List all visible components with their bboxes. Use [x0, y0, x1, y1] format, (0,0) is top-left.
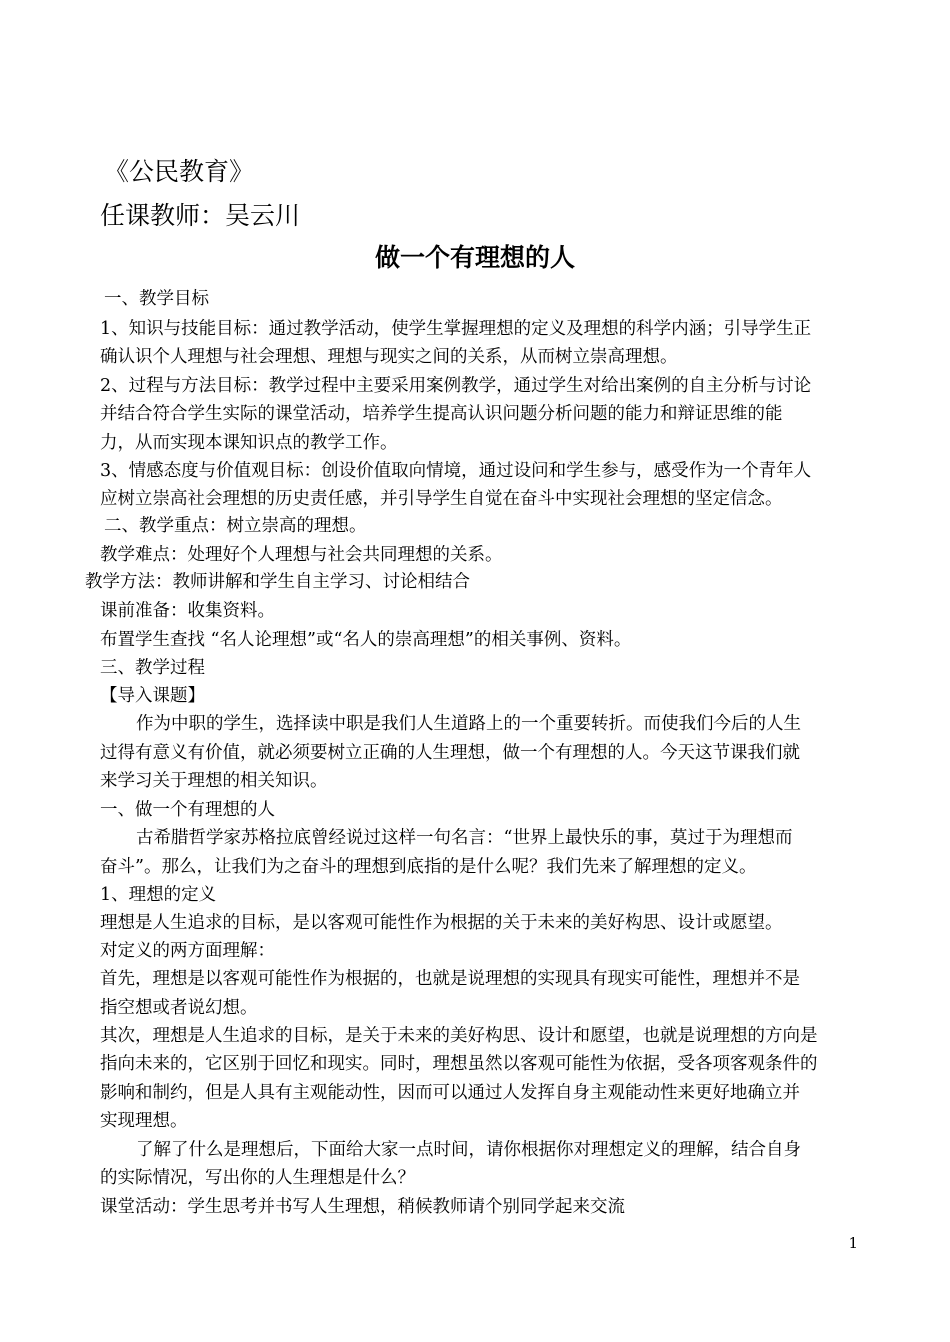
body-text-line: 对定义的两方面理解：	[100, 941, 275, 961]
section-heading: 三、教学过程	[100, 658, 205, 678]
body-text-line: 2、过程与方法目标：教学过程中主要采用案例教学，通过学生对给出案例的自主分析与讨论	[100, 376, 812, 396]
document-title: 做一个有理想的人	[374, 243, 575, 272]
body-text-line: 作为中职的学生，选择读中职是我们人生道路上的一个重要转折。而使我们今后的人生	[136, 714, 801, 734]
body-text-line: 3、情感态度与价值观目标：创设价值取向情境，通过设问和学生参与，感受作为一个青年人	[100, 461, 812, 481]
body-text-line: 应树立崇高社会理想的历史责任感，并引导学生自觉在奋斗中实现社会理想的坚定信念。	[100, 489, 783, 509]
section-heading: 一、做一个有理想的人	[100, 800, 275, 820]
body-text-line: 的实际情况，写出你的人生理想是什么？	[100, 1168, 415, 1188]
subsection-heading: 1、理想的定义	[100, 885, 217, 905]
body-text-line: 布置学生查找 “名人论理想”或“名人的崇高理想”的相关事例、资料。	[100, 630, 632, 650]
body-text-line: 1、知识与技能目标：通过教学活动，使学生掌握理想的定义及理想的科学内涵；引导学生正	[100, 319, 812, 339]
body-text-line: 指向未来的，它区别于回忆和现实。同时，理想虽然以客观可能性为依据，受各项客观条件的	[100, 1054, 818, 1074]
body-text-line: 指空想或者说幻想。	[100, 998, 258, 1018]
body-text-line: 古希腊哲学家苏格拉底曾经说过这样一句名言：“世界上最快乐的事，莫过于为理想而	[136, 828, 793, 848]
body-text-line: 理想是人生追求的目标，是以客观可能性作为根据的关于未来的美好构思、设计或愿望。	[100, 913, 783, 933]
body-text-line: 其次，理想是人生追求的目标，是关于未来的美好构思、设计和愿望，也就是说理想的方向是	[100, 1026, 818, 1046]
body-text-line: 教学方法：教师讲解和学生自主学习、讨论相结合	[85, 572, 470, 592]
body-text-line: 力，从而实现本课知识点的教学工作。	[100, 433, 398, 453]
body-text-line: 过得有意义有价值，就必须要树立正确的人生理想，做一个有理想的人。今天这节课我们就	[100, 743, 800, 763]
body-text-line: 并结合符合学生实际的课堂活动，培养学生提高认识问题分析问题的能力和辩证思维的能	[100, 404, 783, 424]
body-text-line: 了解了什么是理想后，下面给大家一点时间，请你根据你对理想定义的理解，结合自身	[136, 1140, 801, 1160]
body-text-line: 课堂活动：学生思考并书写人生理想，稍候教师请个别同学起来交流	[100, 1197, 625, 1217]
page-number: 1	[848, 1234, 858, 1252]
body-text-line: 奋斗”。那么，让我们为之奋斗的理想到底指的是什么呢？我们先来了解理想的定义。	[100, 857, 757, 877]
body-text-line: 来学习关于理想的相关知识。	[100, 771, 328, 791]
body-text-line: 首先，理想是以客观可能性作为根据的，也就是说理想的实现具有现实可能性，理想并不是	[100, 969, 800, 989]
body-text-line: 教学难点：处理好个人理想与社会共同理想的关系。	[100, 545, 503, 565]
subsection-heading: 【导入课题】	[100, 686, 205, 706]
course-title: 《公民教育》	[104, 157, 255, 186]
body-text-line: 影响和制约，但是人具有主观能动性，因而可以通过人发挥自身主观能动性来更好地确立并	[100, 1083, 800, 1103]
section-heading: 一、教学目标	[104, 289, 209, 309]
section-heading: 二、教学重点：树立崇高的理想。	[104, 516, 367, 536]
body-text-line: 课前准备：收集资料。	[100, 601, 275, 621]
body-text-line: 实现理想。	[100, 1111, 188, 1131]
teacher-name: 任课教师：吴云川	[100, 201, 301, 230]
body-text-line: 确认识个人理想与社会理想、理想与现实之间的关系，从而树立崇高理想。	[100, 347, 678, 367]
